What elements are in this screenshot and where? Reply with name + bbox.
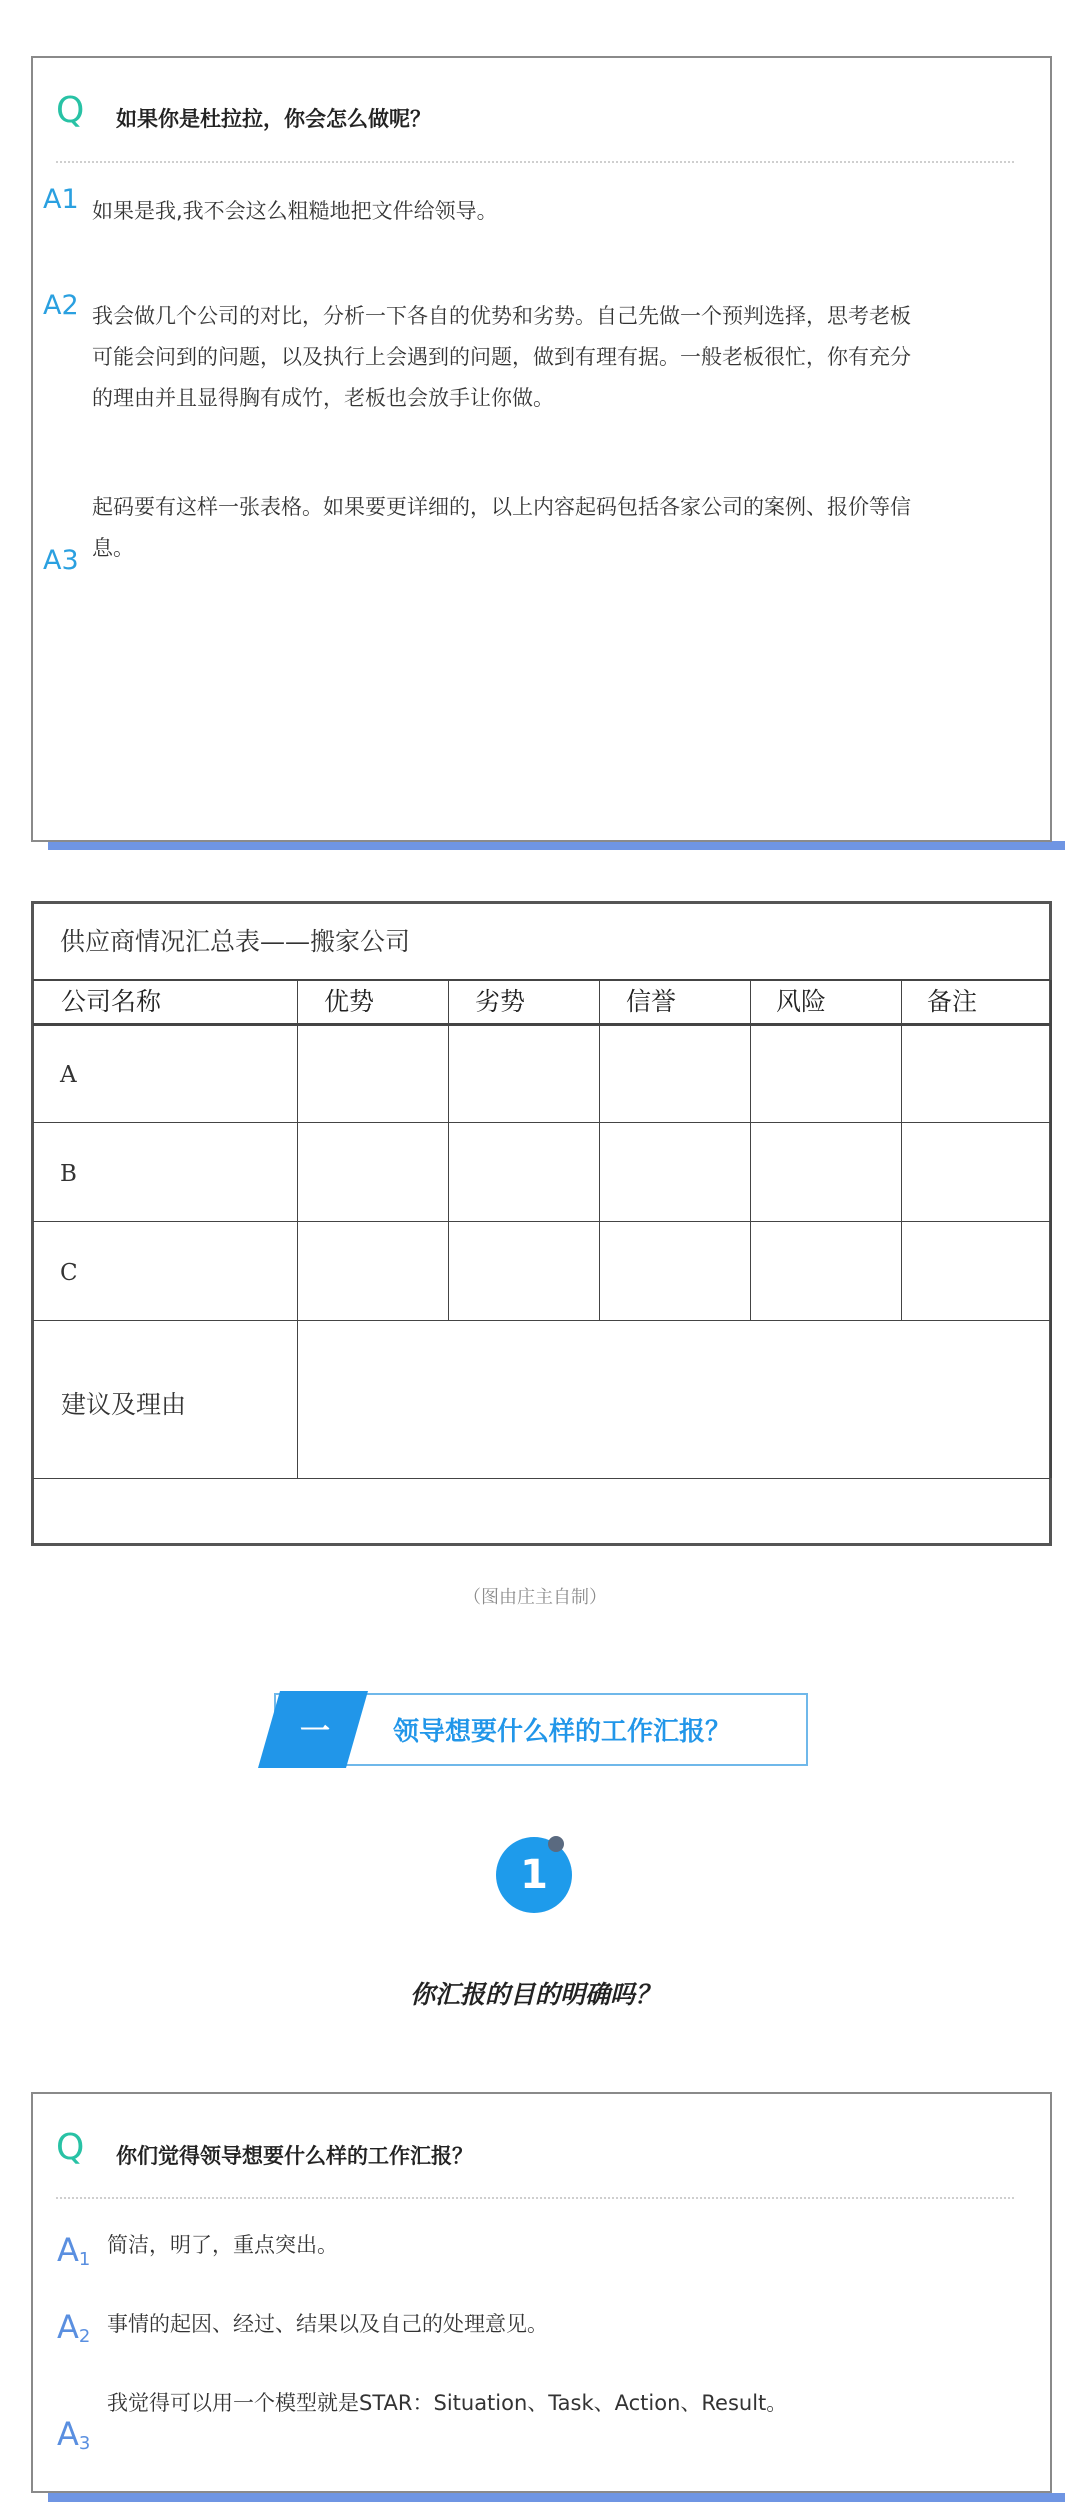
column-header: 优势 [324, 987, 375, 1016]
answer-mark: A2 [43, 290, 79, 321]
supplier-table [31, 901, 1052, 1546]
answer-mark: $A_2$ [57, 2308, 91, 2347]
answer-text: 如果是我,我不会这么粗糙地把文件给领导。 [92, 199, 498, 223]
row-label: C [60, 1260, 78, 1286]
row-label: A [60, 1062, 77, 1088]
table-title: 供应商情况汇总表——搬家公司 [60, 927, 411, 956]
table-rule [599, 980, 600, 1320]
table-rule [1050, 980, 1052, 1478]
table-rule [33, 1122, 1050, 1123]
answer-text: 事情的起因、经过、结果以及自己的处理意见。 [107, 2312, 548, 2336]
card-shadow [48, 2493, 1065, 2502]
answer-text: 简洁，明了，重点突出。 [107, 2233, 338, 2257]
question-text: 你们觉得领导想要什么样的工作汇报？ [116, 2144, 473, 2168]
point-number: 1 [520, 1852, 548, 1898]
figure-caption: （图由庄主自制） [463, 1587, 607, 1608]
column-header: 劣势 [475, 987, 526, 1016]
column-header: 备注 [927, 987, 978, 1016]
divider [56, 2197, 1014, 2199]
answer-mark: $A_3$ [57, 2415, 91, 2454]
table-rule [297, 980, 298, 1478]
answer-text: 起码要有这样一张表格。如果要更详细的，以上内容起码包括各家公司的案例、报价等信 息。 [92, 495, 911, 560]
answer-mark: A3 [43, 545, 79, 576]
question-mark: Q [56, 90, 85, 131]
column-header: 公司名称 [61, 987, 162, 1016]
table-rule [33, 1221, 1050, 1222]
qa-card [31, 56, 1052, 842]
table-rule [33, 1478, 1050, 1479]
table-rule [33, 1023, 1050, 1026]
question-text: 如果你是杜拉拉，你会怎么做呢？ [116, 107, 431, 131]
row-label: B [60, 1161, 77, 1187]
circle-dot-decoration [548, 1836, 564, 1852]
table-rule [448, 980, 449, 1320]
section-title: 领导想要什么样的工作汇报？ [393, 1717, 732, 1747]
row-label: 建议及理由 [61, 1390, 187, 1419]
question-mark: Q [56, 2127, 85, 2168]
table-rule [901, 980, 902, 1320]
table-rule [33, 979, 1050, 981]
table-rule [33, 1320, 1050, 1321]
answer-text: 我会做几个公司的对比，分析一下各自的优势和劣势。自己先做一个预判选择，思考老板 可能会问到的问题，以及执行上会遇到的问题，做到有理有据。一般老板很忙，你有充分 的理由并且显得胸有成竹，老板也会放手让你做。 [92, 304, 911, 410]
table-rule [750, 980, 751, 1320]
answer-mark: A1 [43, 184, 79, 215]
answer-text: 我觉得可以用一个模型就是STAR：Situation、Task、Action、Result。 [107, 2391, 788, 2415]
section-number: 一 [300, 1714, 330, 1749]
point-subtitle: 你汇报的目的明确吗？ [409, 1980, 660, 2009]
divider [56, 161, 1014, 163]
card-shadow [48, 841, 1065, 850]
column-header: 风险 [776, 987, 827, 1016]
column-header: 信誉 [626, 987, 677, 1016]
answer-mark: $A_1$ [57, 2231, 91, 2270]
